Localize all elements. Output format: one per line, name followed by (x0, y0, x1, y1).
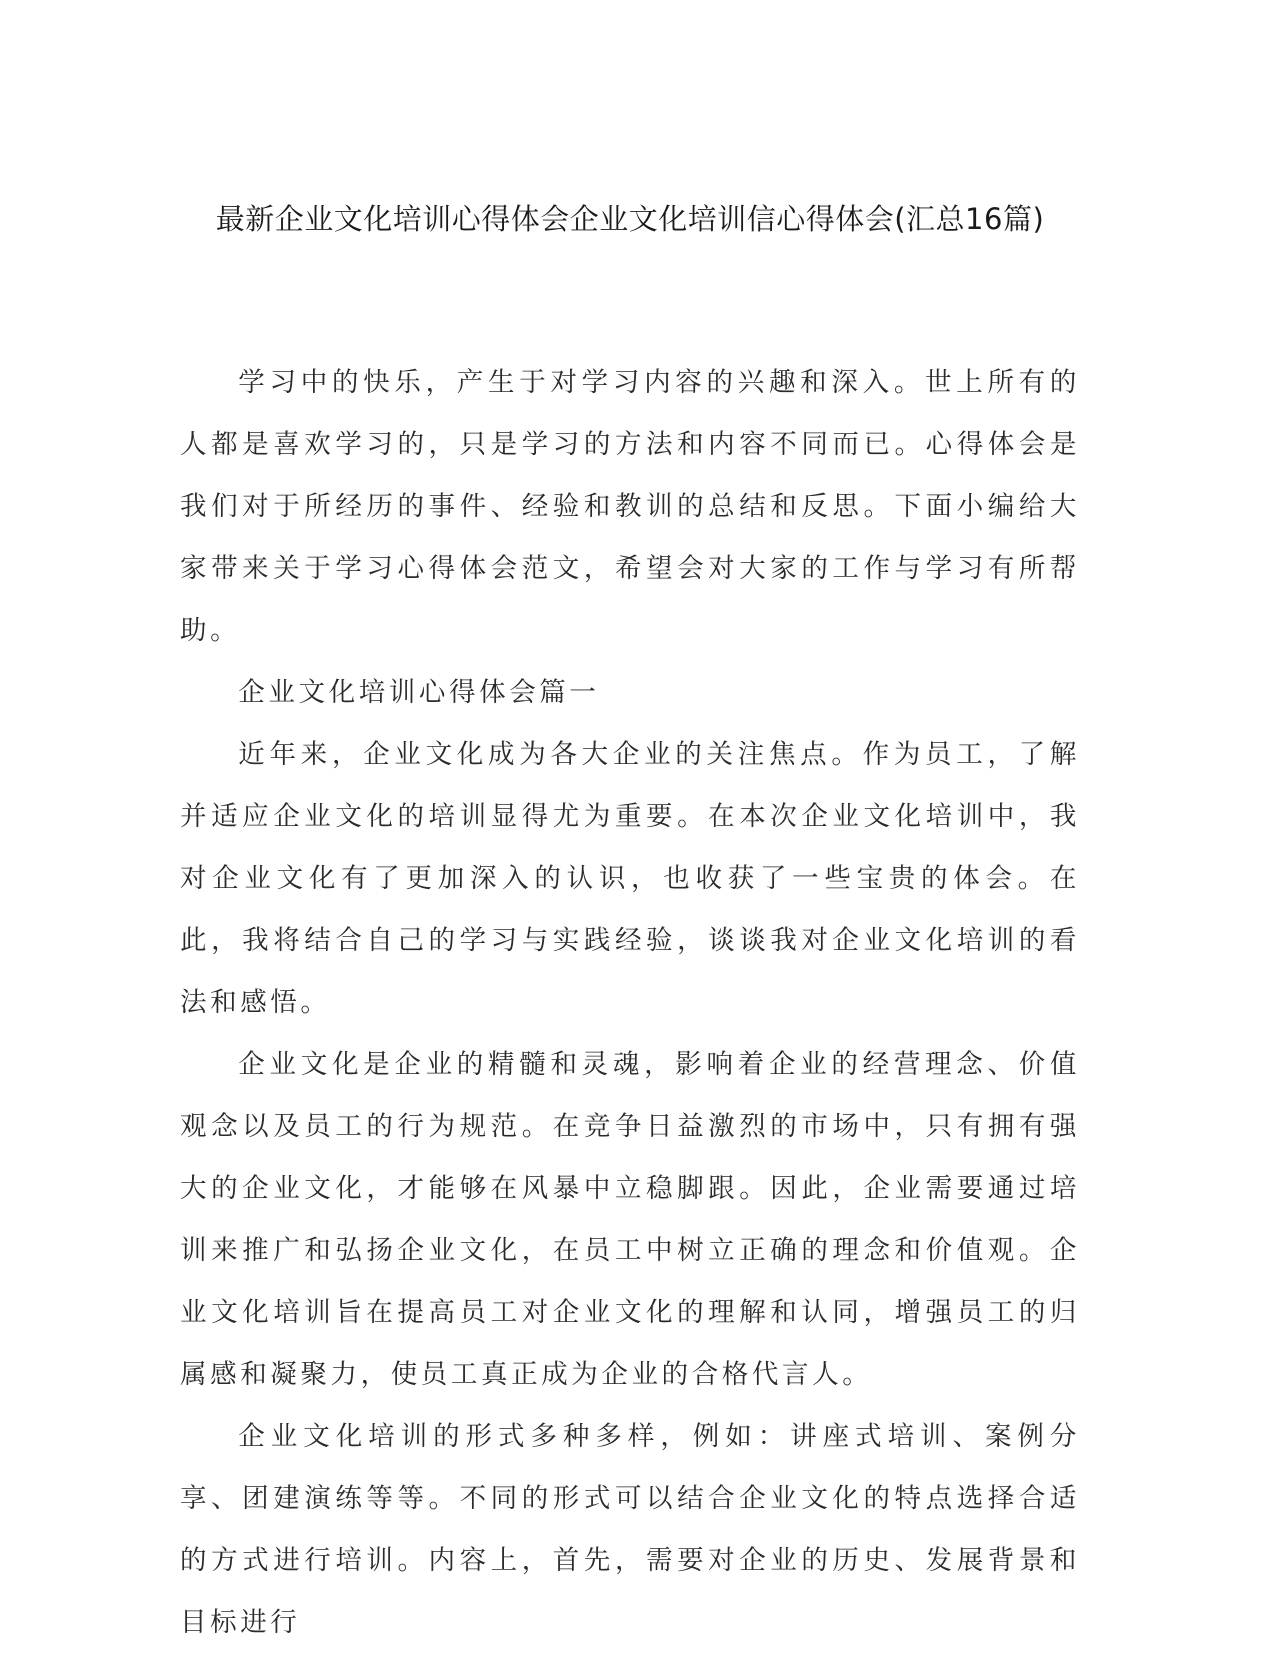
paragraph: 近年来，企业文化成为各大企业的关注焦点。作为员工，了解并适应企业文化的培训显得尤为重要。在本次企业文化培训中，我对企业文化有了更加深入的认识，也收获了一些宝贵的体会。在此，我将结合自己的学习与实践经验，谈谈我对企业文化培训的看法和感悟。 (180, 739, 1080, 1018)
paragraph: 企业文化培训的形式多种多样，例如：讲座式培训、案例分享、团建演练等等。不同的形式可以结合企业文化的特点选择合适的方式进行培训。内容上，首先，需要对企业的历史、发展背景和目标进行 (180, 1421, 1080, 1638)
document-body (180, 352, 1080, 1654)
section-heading: 企业文化培训心得体会篇一 (238, 677, 600, 708)
paragraph: 企业文化是企业的精髓和灵魂，影响着企业的经营理念、价值观念以及员工的行为规范。在竞争日益激烈的市场中，只有拥有强大的企业文化，才能够在风暴中立稳脚跟。因此，企业需要通过培训来推广和弘扬企业文化，在员工中树立正确的理念和价值观。企业文化培训旨在提高员工对企业文化的理解和认同，增强员工的归属感和凝聚力，使员工真正成为企业的合格代言人。 (180, 1049, 1080, 1390)
paragraph-intro: 学习中的快乐，产生于对学习内容的兴趣和深入。世上所有的人都是喜欢学习的，只是学习的方法和内容不同而已。心得体会是我们对于所经历的事件、经验和教训的总结和反思。下面小编给大家带来关于学习心得体会范文，希望会对大家的工作与学习有所帮助。 (180, 367, 1080, 646)
document-title: 最新企业文化培训心得体会企业文化培训信心得体会(汇总16篇) (215, 202, 1045, 236)
